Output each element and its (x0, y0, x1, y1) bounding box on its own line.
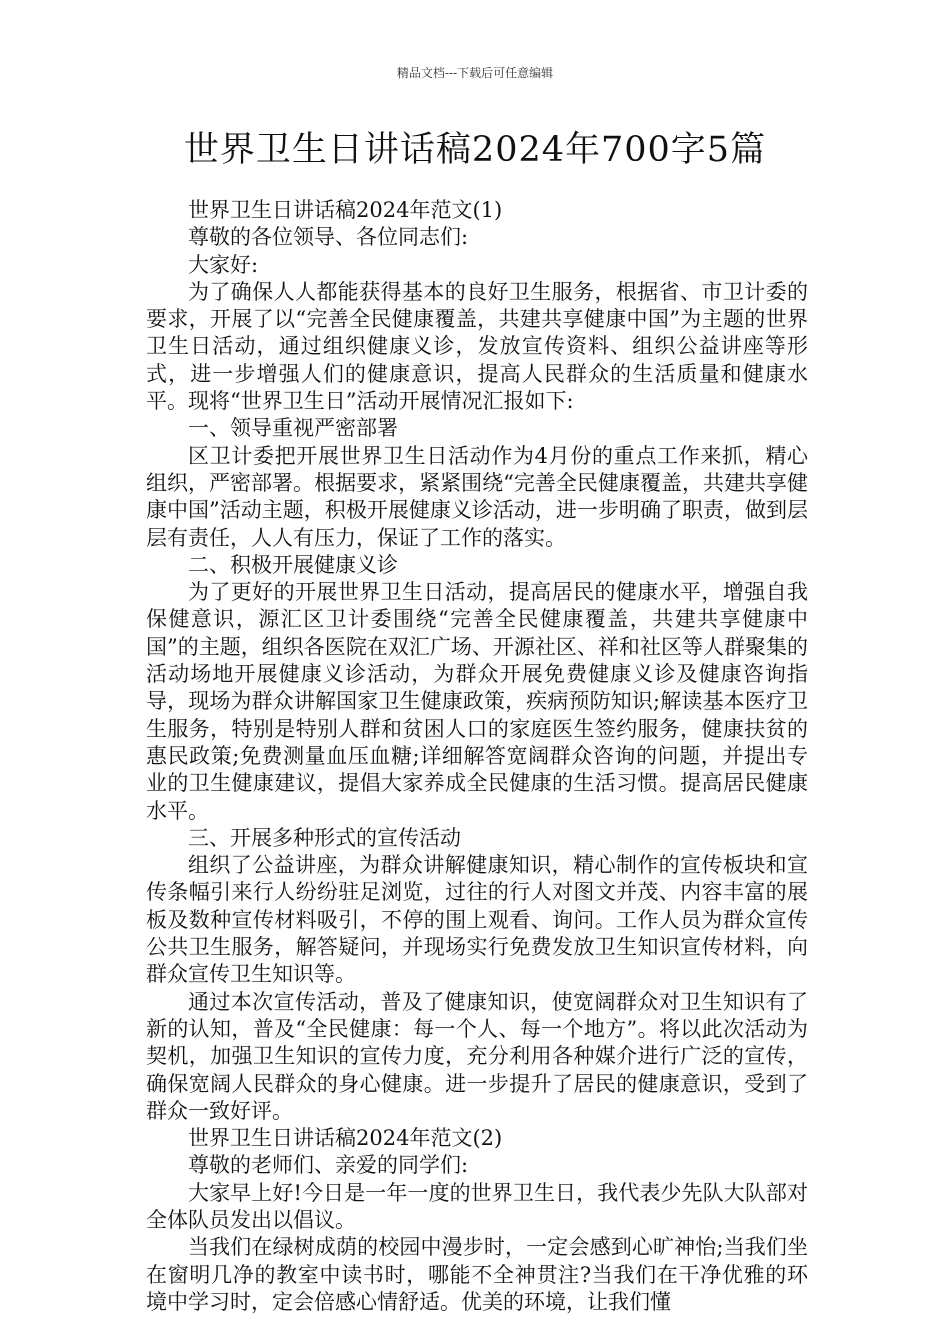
paragraph-subheading-2: 二、积极开展健康义诊 (188, 552, 398, 577)
paragraph-subheading-1: 一、领导重视严密部署 (188, 416, 398, 441)
document-body (146, 197, 808, 1316)
paragraph-body: 区卫计委把开展世界卫生日活动作为4月份的重点工作来抓，精心组织，严密部署。根据要求，紧紧围绕“完善全民健康覆盖，共建共享健康中国”活动主题，积极开展健康义诊活动，进一步明确了职责，做到层层有责任，人人有压力，保证了工作的落实。 (146, 443, 808, 550)
paragraph-body: 为了更好的开展世界卫生日活动，提高居民的健康水平，增强自我保健意识，源汇区卫计委围绕“完善全民健康覆盖，共建共享健康中国”的主题，组织各医院在双汇广场、开源社区、祥和社区等人群聚集的活动场地开展健康义诊活动，为群众开展免费健康义诊及健康咨询指导，现场为群众讲解国家卫生健康政策，疾病预防知识;解读基本医疗卫生服务，特别是特别人群和贫困人口的家庭医生签约服务，健康扶贫的惠民政策;免费测量血压血糖;详细解答宽阔群众咨询的问题，并提出专业的卫生健康建议，提倡大家养成全民健康的生活习惯。提高居民健康水平。 (146, 580, 808, 823)
paragraph-intro: 为了确保人人都能获得基本的良好卫生服务，根据省、市卫计委的要求，开展了以“完善全民健康覆盖，共建共享健康中国”为主题的世界卫生日活动，通过组织健康义诊，发放宣传资料、组织公益讲座等形式，进一步增强人们的健康意识，提高人民群众的生活质量和健康水平。现将“世界卫生日”活动开展情况汇报如下: (146, 279, 808, 414)
paragraph-salutation: 尊敬的各位领导、各位同志们: (188, 225, 469, 250)
paragraph-greeting: 大家好: (188, 252, 259, 277)
paragraph-section-heading-2: 世界卫生日讲话稿2024年范文(2) (188, 1126, 503, 1151)
paragraph-body: 当我们在绿树成荫的校园中漫步时，一定会感到心旷神怡;当我们坐在窗明几净的教室中读书时，哪能不全神贯注?当我们在干净优雅的环境中学习时，定会倍感心情舒适。优美的环境，让我们懂 (146, 1235, 808, 1314)
paragraph-body: 通过本次宣传活动，普及了健康知识，使宽阔群众对卫生知识有了新的认知，普及“全民健康：每一个人、每一个地方”。将以此次活动为契机，加强卫生知识的宣传力度，充分利用各种媒介进行广泛的宣传，确保宽阔人民群众的身心健康。进一步提升了居民的健康意识，受到了群众一致好评。 (146, 989, 808, 1123)
paragraph-greeting: 大家早上好!今日是一年一度的世界卫生日，我代表少先队大队部对全体队员发出以倡议。 (146, 1180, 808, 1232)
paragraph-section-heading-1: 世界卫生日讲话稿2024年范文(1) (188, 198, 503, 222)
document-title: 世界卫生日讲话稿2024年700字5篇 (183, 130, 767, 170)
paragraph-salutation: 尊敬的老师们、亲爱的同学们: (188, 1153, 469, 1178)
paragraph-subheading-3: 三、开展多种形式的宣传活动 (188, 825, 461, 850)
header-note: 精品文档---下载后可任意编辑 (396, 66, 554, 80)
paragraph-body: 组织了公益讲座，为群众讲解健康知识，精心制作的宣传板块和宣传条幅引来行人纷纷驻足浏览，过往的行人对图文并茂、内容丰富的展板及数种宣传材料吸引，不停的围上观看、询问。工作人员为群众宣传公共卫生服务，解答疑问，并现场实行免费发放卫生知识宣传材料，向群众宣传卫生知识等。 (146, 853, 808, 987)
